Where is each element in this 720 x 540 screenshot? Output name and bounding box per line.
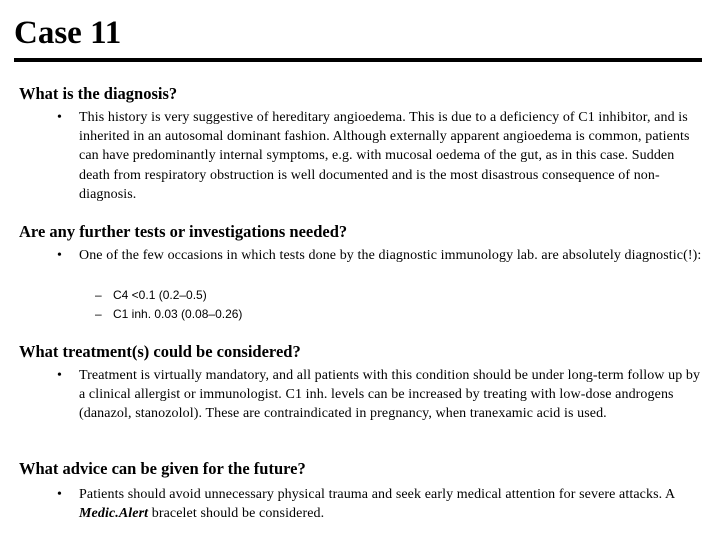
question-tests: Are any further tests or investigations needed? <box>19 222 348 241</box>
answer-advice-text <box>79 485 705 523</box>
question-diagnosis: What is the diagnosis? <box>19 84 178 103</box>
question-treatment: What treatment(s) could be considered? <box>19 342 301 361</box>
medic-alert-emphasis: Medic.Alert <box>79 506 149 522</box>
dash-marker: – <box>95 307 102 321</box>
answer-diagnosis-text: This history is very suggestive of hereditary angioedema. This is due to a deficiency of C1 inhibitor, and is inherited in an autosomal dominant fashion. Although externally apparent angioedema is common, patients can have predominantly internal symptoms, e.g. with mucosal oedema of the gut, as in this case. Sudden death from respiratory obstruction is well documented and is the most disastrous consequence of non-diagnosis. <box>79 110 690 202</box>
sub-item-text: C4 <0.1 (0.2–0.5) <box>113 288 207 302</box>
answer-tests-text: One of the few occasions in which tests done by the diagnostic immunology lab. are absolutely diagnostic(!): <box>79 248 702 263</box>
bullet-marker: • <box>57 487 62 502</box>
bullet-marker: • <box>57 110 62 125</box>
answer-treatment-text: Treatment is virtually mandatory, and all patients with this condition should be under long-term follow up by a clinical allergist or immunologist. C1 inh. levels can be increased by treating with low-dose androgens (danazol, stanozolol). These are contraindicated in pregnancy, when tranexamic acid is used. <box>79 368 701 422</box>
advice-text-end: bracelet should be considered. <box>148 506 325 522</box>
advice-text-start: Patients should avoid unnecessary physical trauma and seek early medical attention for severe attacks. A <box>79 487 675 502</box>
dash-marker: – <box>95 288 102 302</box>
title-divider <box>14 58 702 62</box>
sub-item-text: C1 inh. 0.03 (0.08–0.26) <box>113 307 243 321</box>
bullet-marker: • <box>57 248 62 263</box>
bullet-marker: • <box>57 368 62 383</box>
question-advice: What advice can be given for the future? <box>19 459 306 478</box>
page-title: Case 11 <box>14 15 122 51</box>
